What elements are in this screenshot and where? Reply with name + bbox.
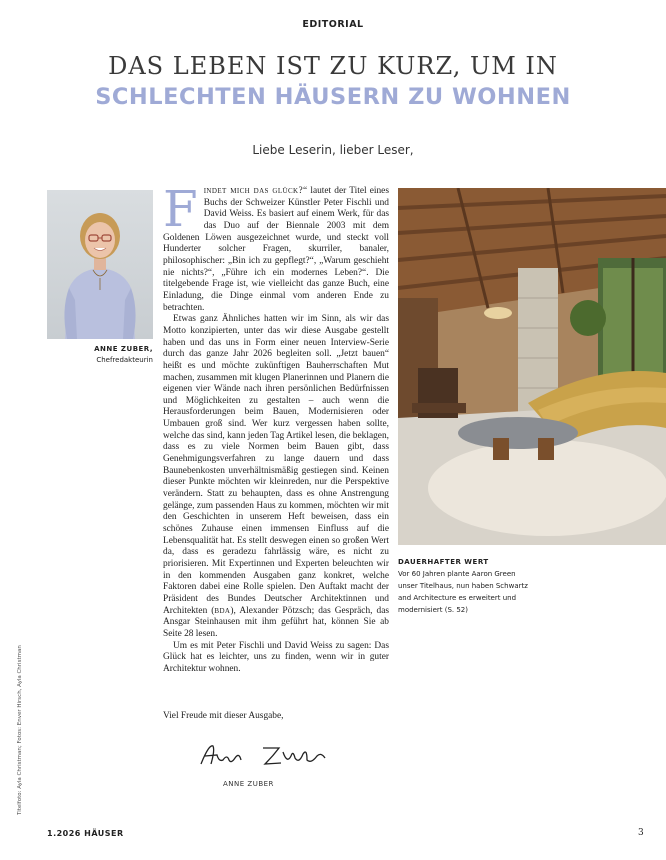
drop-cap: F — [163, 180, 198, 238]
paragraph-2-end: ), Alexander Pötzsch; das Gespräch, das Ansgar Steinhausen mit ihm geführt hat, können Sie ab Seite 28 lesen. — [163, 605, 390, 639]
paragraph-1 — [163, 180, 389, 314]
portrait-caption — [47, 344, 153, 366]
abbr-bda: bda — [214, 605, 231, 616]
paragraph-3: Um es mit Peter Fischli und David Weiss zu sagen: Das Glück hat es leichter, uns zu finden, wenn wir in guter Architektur wohnen. — [163, 640, 389, 674]
paragraph-2 — [163, 314, 389, 640]
photo-caption-text: Vor 60 Jahren plante Aaron Green unser Titelhaus, nun haben Schwartz and Architecture es erweitert und modernisiert (S. 52) — [398, 570, 528, 614]
portrait-photo — [47, 190, 153, 339]
photo-caption-title: DAUERHAFTER WERT — [398, 558, 489, 566]
section-label: EDITORIAL — [302, 19, 364, 30]
lead-smallcaps: indet mich das glück? — [203, 186, 304, 196]
photo-caption — [398, 556, 528, 616]
salutation: Liebe Leserin, lieber Leser, — [252, 143, 414, 157]
portrait-role: Chefredakteurin — [96, 356, 153, 364]
paragraph-1-text: “ lautet der Titel eines Buchs der Schweizer Künstler Peter Fischli und David Weiss. Es basiert auf einem Werk, für das das Duo auf der Biennale 2003 mit dem Goldenen Löwen ausgezeichnet wurde, und steckt voll Hunderter solcher Fragen, skurriler, banaler, philosophischer: „Bin ich zu gepflegt?“, „Warum geschieht nie nichts?“, „Führe ich ein modernes Leben?“. Die titelgebende Frage ist, wie vielleicht das ganze Buch, eine Einladung, die Dinge einmal vom anderen Ende zu betrachten. — [163, 186, 389, 313]
article-body — [163, 180, 390, 676]
headline-line-2: SCHLECHTEN HÄUSERN ZU WOHNEN — [95, 84, 571, 110]
footer-issue: 1.2026 HÄUSER — [47, 829, 124, 838]
interior-photo — [398, 188, 666, 545]
closing-line: Viel Freude mit dieser Ausgabe, — [163, 711, 284, 721]
page-number: 3 — [638, 828, 644, 838]
headline-line-1: DAS LEBEN IST ZU KURZ, UM IN — [108, 52, 558, 80]
photo-credit: Titelfoto: Ayla Christman; Fotos: Enver Hirsch, Ayla Christman — [17, 645, 23, 815]
portrait-name: ANNE ZUBER, — [94, 345, 153, 353]
signer-name: ANNE ZUBER — [223, 780, 274, 788]
handwritten-signature — [195, 738, 335, 774]
paragraph-2-text: Etwas ganz Ähnliches hatten wir im Sinn, als wir das Motto konzipierten, unter das wir diese Ausgabe gestellt haben und das uns in Form einer neuen Interview-Serie durch das ganze Jahr 2026 begleiten soll. „Jetzt bauen“ heißt es und möchte zukünftigen Bauherrschaften Mut machen, zusammen mit klugen Planerinnen und Planern die eigenen vier Wände nach ihren persönlichen Bedürfnissen und Möglichkeiten zu gestalten – auch wenn die Herausforderungen beim Bauen, Modernisieren oder Umbauen groß sind. Wer kurz vergessen haben sollte, welche das sind, kann jeden Tag Artikel lesen, die beklagen, dass es zu viele Normen beim Bauen gibt, dass Genehmigungsverfahren zu lange dauern und dass Baunebenkosten unverhältnismäßig gestiegen sind. Keinen dieser Punkte möchten wir kleinreden, nur die Perspektive verändern. Statt zu behaupten, dass es ohne Anstrengung gelänge, zum passenden Haus zu kommen, möchten wir mit den Geschichten in unserem Heft beweisen, dass ein schönes Zuhause einen immensen Einfluss auf die Lebensqualität hat. Es stellt deswegen einen so großen Wert da, dass es geradezu fahrlässig wäre, es nicht zu priorisieren. Mit Expertinnen und Experten beleuchten wir in den kommenden Ausgaben ganz konkret, welche Faktoren dabei eine Rolle spielen. Den Auftakt macht der Präsident des Bundes Deutscher Architektinnen und Architekten ( — [163, 314, 389, 616]
